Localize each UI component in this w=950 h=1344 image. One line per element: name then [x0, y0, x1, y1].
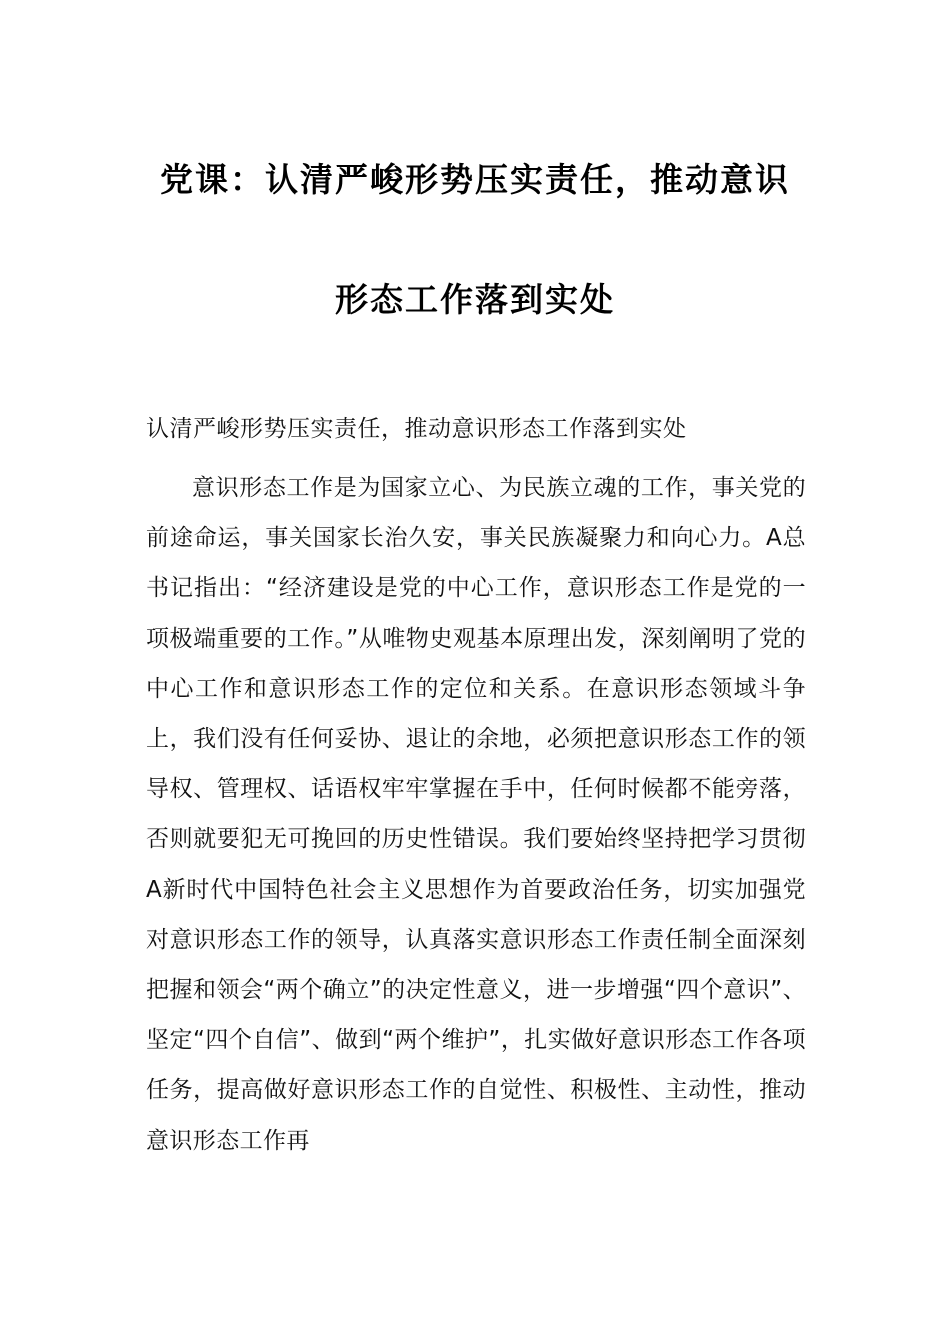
document-subtitle: 认清严峻形势压实责任，推动意识形态工作落到实处	[146, 416, 687, 442]
document-title-line-1: 党课：认清严峻形势压实责任，推动意识	[160, 160, 790, 199]
document-title-line-2: 形态工作落到实处	[335, 280, 615, 319]
body-paragraph: 意识形态工作是为国家立心、为民族立魂的工作，事关党的前途命运，事关国家长治久安，事关民族凝聚力和向心力。A总书记指出：“经济建设是党的中心工作，意识形态工作是党的一项极端重要的工作。”从唯物史观基本原理出发，深刻阐明了党的中心工作和意识形态工作的定位和关系。在意识形态领域斗争上，我们没有任何妥协、退让的余地，必须把意识形态工作的领导权、管理权、话语权牢牢掌握在手中，任何时候都不能旁落，否则就要犯无可挽回的历史性错误。我们要始终坚持把学习贯彻A新时代中国特色社会主义思想作为首要政治任务，切实加强党对意识形态工作的领导，认真落实意识形态工作责任制全面深刻把握和领会“两个确立”的决定性意义，进一步增强“四个意识”、坚定“四个自信”、做到“两个维护”，扎实做好意识形态工作各项任务，提高做好意识形态工作的自觉性、积极性、主动性，推动意识形态工作再	[146, 475, 806, 1154]
